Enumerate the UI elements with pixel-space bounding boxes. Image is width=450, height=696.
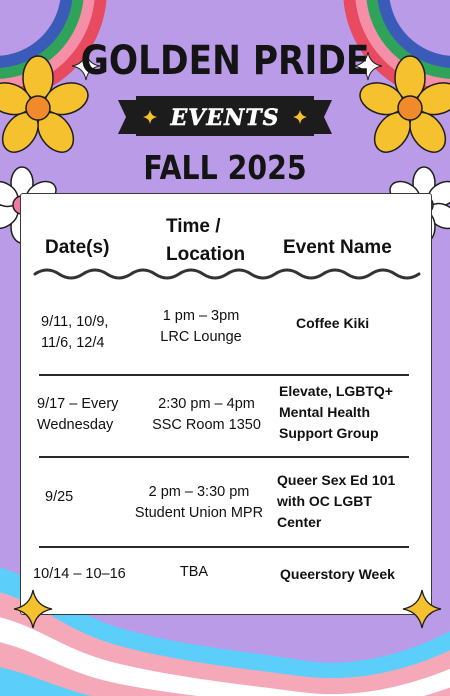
header-time-line1: Time / <box>166 216 221 237</box>
event-date: 11/6, 12/4 <box>41 335 105 351</box>
row-divider <box>39 374 409 376</box>
poster-title: GOLDEN PRIDE <box>80 38 370 84</box>
header-dates: Date(s) <box>45 237 110 258</box>
event-name: Queerstory Week <box>280 566 395 582</box>
event-name: Center <box>277 514 322 530</box>
header-event-name: Event Name <box>283 237 392 258</box>
events-table <box>20 193 432 615</box>
event-name: with OC LGBT <box>277 493 372 509</box>
event-name: Coffee Kiki <box>296 315 370 331</box>
header-wavy-divider <box>33 264 423 282</box>
event-name: Support Group <box>279 425 379 441</box>
event-time: 2 pm – 3:30 pm <box>148 484 250 500</box>
event-time: TBA <box>179 564 209 580</box>
event-location: Student Union MPR <box>134 505 264 521</box>
event-time: 2:30 pm – 4pm <box>158 396 255 412</box>
event-name: Elevate, LGBTQ+ <box>279 383 393 399</box>
event-date: 10/14 – 10–16 <box>33 566 126 582</box>
event-name: Mental Health <box>279 404 371 420</box>
event-date: 9/17 – Every <box>37 396 119 412</box>
event-date: 9/11, 10/9, <box>41 314 109 330</box>
event-name: Queer Sex Ed 101 <box>277 472 396 488</box>
event-location: LRC Lounge <box>160 329 242 345</box>
event-location: SSC Room 1350 <box>152 417 261 433</box>
event-date: 9/25 <box>45 489 74 505</box>
event-date: Wednesday <box>37 417 114 433</box>
row-divider <box>39 546 409 548</box>
poster-subtitle: FALL 2025 <box>143 148 307 187</box>
banner-label: EVENTS <box>170 105 280 131</box>
event-time: 1 pm – 3pm <box>162 308 240 324</box>
header-time-line2: Location <box>166 244 246 265</box>
row-divider <box>39 456 409 458</box>
